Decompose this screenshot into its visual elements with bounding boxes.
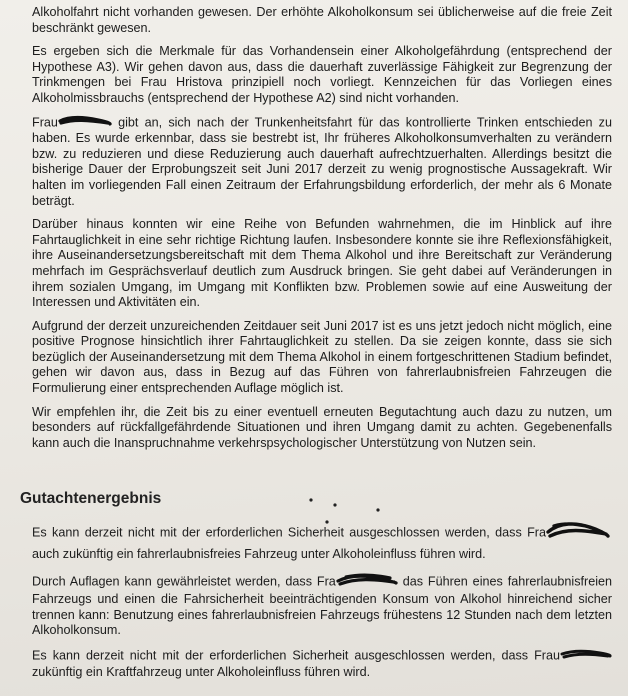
paragraph-6: Wir empfehlen ihr, die Zeit bis zu einer eventuell erneuten Begutachtung auch dazu zu nutzen, um besonders auf rückfallgefährdende Situationen und ihren Umgang damit zu achten. Gegebenenfalls kann auch die Inanspruchnahme verkehrspsychologischer Unterstützung von Nutzen sein.	[32, 404, 612, 450]
result-2-start: Durch Auflagen kann gewährleistet werden, dass Fra	[32, 574, 336, 589]
paragraph-4: Darüber hinaus konnten wir eine Reihe von Befunden wahrnehmen, die im Hinblick auf ihre Fahrtauglichkeit in eine sehr richtige Richtung laufen. Insbesondere konnte sie ihre Reflexionsfähigkeit, ihre Auseinandersetzungsbereitschaft mit dem Thema Alkohol und ihre Bereitschaft zur Veränderung mehrfach im Gesprächsverlauf deutlich zum Ausdruck bringen. Sie geht dabei auf Veränderungen in ihrem sozialen Umgang, im Umgang mit Konflikten bzw. Problemen sowie auf eine Ausweitung der Interessen und Aktivitäten ein.	[32, 217, 612, 310]
result-1-start: Es kann derzeit nicht mit der erforderlichen Sicherheit ausgeschlossen werden, dass Fra	[32, 526, 546, 541]
document-body	[20, 5, 612, 689]
result-3-start: Es kann derzeit nicht mit der erforderlichen Sicherheit ausgeschlossen werden, dass Frau	[32, 648, 560, 663]
result-3-rest: zukünftig ein Kraftfahrzeug unter Alkoholeinfluss führen wird.	[32, 664, 371, 679]
redaction-scribble	[546, 520, 612, 547]
result-paragraph-3	[32, 648, 612, 680]
redaction-scribble	[58, 115, 112, 132]
result-2-rest: das Führen eines fahrerlaubnisfreien Fahrzeugs und einen die Fahrsicherheit beeinträchtigenden Konsum von Alkohol hinreichend sicher trennen kann: Benutzung eines fahrerlaubnisfreien Fahrzeugs frühestens 12 Stunden nach dem letzten Alkoholkonsum.	[32, 574, 612, 638]
paragraph-1: Alkoholfahrt nicht vorhanden gewesen. Der erhöhte Alkoholkonsum sei üblicherweise auf die freie Zeit beschränkt gewesen.	[32, 5, 612, 35]
result-paragraph-2	[32, 572, 612, 639]
paragraph-3-rest: gibt an, sich nach der Trunkenheitsfahrt für das kontrollierte Trinken entschieden zu haben. Es wurde erkennbar, dass sie bestrebt ist, Ihr früheres Alkoholkonsumverhalten zu verändern bzw. zu reduzieren und diese Reduzierung auch dauerhaft aufrechtzuerhalten. Allerdings besitzt die bisherige Dauer der Erprobungszeit seit Juni 2017 derzeit zu wenig prognostische Aussagekraft. Wir halten im vorliegenden Fall einen Zeitraum der Erfahrungsbildung erforderlich, der mehr als 6 Monate beträgt.	[32, 115, 612, 208]
redaction-scribble	[336, 572, 398, 593]
result-section	[32, 520, 612, 680]
paragraph-3-start: Frau	[32, 115, 58, 130]
paragraph-2: Es ergeben sich die Merkmale für das Vorhandensein einer Alkoholgefährdung (entsprechend der Hypothese A3). Wir gehen davon aus, dass die dauerhaft zuverlässige Fähigkeit zur Begrenzung der Trinkmengen bei Frau Hristova prinzipiell noch vorliegt. Kennzeichen für das Vorliegen eines Alkoholmissbrauchs (entsprechend der Hypothese A2) sind nicht vorhanden.	[32, 44, 612, 105]
result-1-rest: auch zukünftig ein fahrerlaubnisfreies Fahrzeug unter Alkoholeinfluss führen wird.	[32, 547, 486, 562]
result-paragraph-1	[32, 520, 612, 562]
paragraph-3	[32, 115, 612, 210]
paragraph-5: Aufgrund der derzeit unzureichenden Zeitdauer seit Juni 2017 ist es uns jetzt jedoch nicht möglich, eine positive Prognose hinsichtlich ihrer Fahrtauglichkeit zu stellen. Da sie zeigen konnte, dass sie sich bezüglich der Auseinandersetzung mit dem Thema Alkohol in einem fortgeschrittenen Stadium befindet, gehen wir davon aus, dass in Bezug auf das Führen von fahrerlaubnisfreien Fahrzeugen die Formulierung einer entsprechenden Auflage möglich ist.	[32, 318, 612, 396]
heading-wrap	[20, 489, 600, 508]
section-heading: Gutachtenergebnis	[20, 490, 162, 508]
redaction-scribble	[560, 648, 612, 665]
